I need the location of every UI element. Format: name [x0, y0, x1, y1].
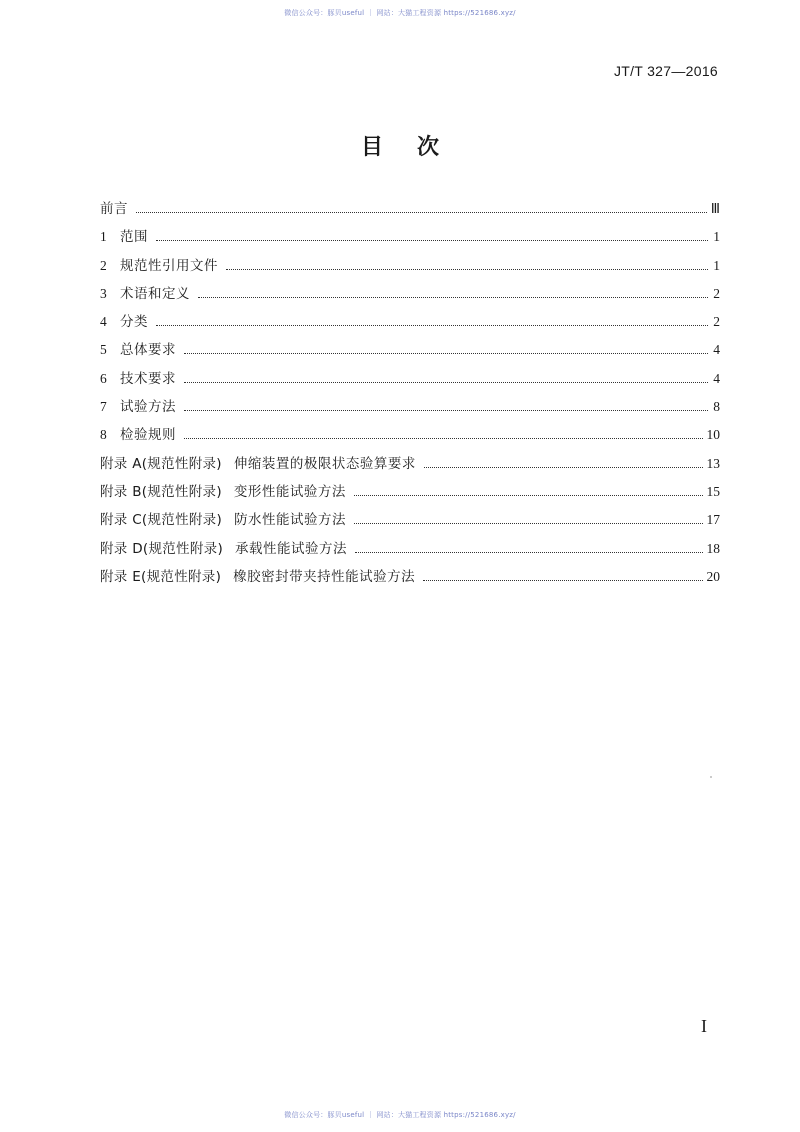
watermark-top: 微信公众号：豚贝useful ｜ 网站：大猫工程资源 https://521686.xyz/ [284, 9, 516, 17]
toc-annex-designation: 附录 B(规范性附录) [100, 483, 222, 500]
toc-entry-page: 2 [713, 314, 720, 330]
toc-annex-designation: 附录 E(规范性附录) [100, 568, 222, 585]
page-number: I [701, 1016, 707, 1036]
toc-entry-page: Ⅲ [710, 201, 720, 216]
toc-annex-page: 17 [706, 512, 720, 528]
toc-annex-b[interactable] [100, 480, 720, 508]
toc-annex-label: 伸缩装置的极限状态验算要求 [233, 455, 416, 472]
toc-leader-dots [184, 438, 703, 439]
toc-annex-c[interactable] [100, 508, 720, 536]
toc-entry-page: 4 [713, 342, 720, 358]
toc-entry-2[interactable] [100, 254, 720, 282]
scan-speck [710, 776, 712, 778]
toc-leader-dots [156, 325, 708, 326]
toc-entry-3[interactable] [100, 282, 720, 310]
toc-annex-page: 20 [706, 568, 720, 584]
toc-entry-number: 6 [100, 370, 107, 386]
toc-leader-dots [226, 269, 708, 270]
toc-entry-label: 检验规则 [120, 427, 176, 444]
toc-entry-number: 8 [100, 427, 107, 443]
toc-entry-number: 3 [100, 285, 107, 301]
toc-entry-5[interactable] [100, 338, 720, 366]
toc-entry-label: 技术要求 [120, 370, 176, 387]
toc-entry-label: 范围 [120, 229, 148, 246]
toc-entry-label: 分类 [120, 314, 148, 331]
toc-entry-page: 10 [706, 427, 720, 443]
toc-leader-dots [156, 240, 708, 241]
toc-entry-8[interactable] [100, 423, 720, 451]
toc-leader-dots [136, 212, 707, 213]
toc-entry-1[interactable] [100, 225, 720, 253]
toc-annex-d[interactable] [100, 537, 720, 565]
toc-entry-number: 2 [100, 257, 107, 273]
toc-leader-dots [198, 297, 708, 298]
toc-annex-label: 橡胶密封带夹持性能试验方法 [233, 568, 416, 585]
toc-annex-page: 13 [706, 455, 720, 471]
toc-annex-label: 承载性能试验方法 [235, 540, 348, 557]
table-of-contents [100, 197, 720, 593]
toc-annex-label: 防水性能试验方法 [234, 512, 347, 529]
toc-leader-dots [184, 353, 708, 354]
toc-leader-dots [184, 410, 708, 411]
toc-leader-dots [355, 552, 702, 553]
watermark-bottom: 微信公众号：豚贝useful ｜ 网站：大猫工程资源 https://521686.xyz/ [284, 1111, 516, 1119]
toc-entry-page: 1 [713, 257, 720, 273]
toc-annex-designation: 附录 C(规范性附录) [100, 512, 223, 529]
toc-entry-page: 8 [713, 399, 720, 415]
toc-leader-dots [423, 580, 702, 581]
toc-entry-label: 总体要求 [120, 342, 176, 359]
toc-annex-designation: 附录 A(规范性附录) [100, 455, 222, 472]
toc-entry-label: 试验方法 [120, 399, 176, 416]
toc-entry-number: 7 [100, 399, 107, 415]
toc-annex-designation: 附录 D(规范性附录) [100, 540, 224, 557]
toc-entry-foreword[interactable] [100, 197, 720, 225]
toc-annex-label: 变形性能试验方法 [233, 483, 346, 500]
toc-leader-dots [354, 523, 702, 524]
toc-entry-page: 2 [713, 285, 720, 301]
toc-leader-dots [424, 467, 703, 468]
toc-entry-label: 前言 [100, 201, 128, 217]
toc-annex-a[interactable] [100, 452, 720, 480]
toc-leader-dots [354, 495, 703, 496]
toc-annex-page: 18 [706, 540, 720, 556]
toc-entry-4[interactable] [100, 310, 720, 338]
toc-annex-page: 15 [706, 483, 720, 499]
toc-entry-page: 1 [713, 229, 720, 245]
standard-code: JT/T 327—2016 [613, 63, 718, 79]
toc-entry-7[interactable] [100, 395, 720, 423]
toc-entry-6[interactable] [100, 367, 720, 395]
toc-title: 目次 [360, 135, 473, 160]
toc-entry-label: 规范性引用文件 [120, 257, 218, 274]
toc-entry-page: 4 [713, 370, 720, 386]
toc-entry-number: 5 [100, 342, 107, 358]
toc-entry-number: 4 [100, 314, 107, 330]
toc-leader-dots [184, 382, 708, 383]
toc-annex-e[interactable] [100, 565, 720, 593]
toc-entry-label: 术语和定义 [120, 285, 190, 302]
toc-entry-number: 1 [100, 229, 107, 245]
